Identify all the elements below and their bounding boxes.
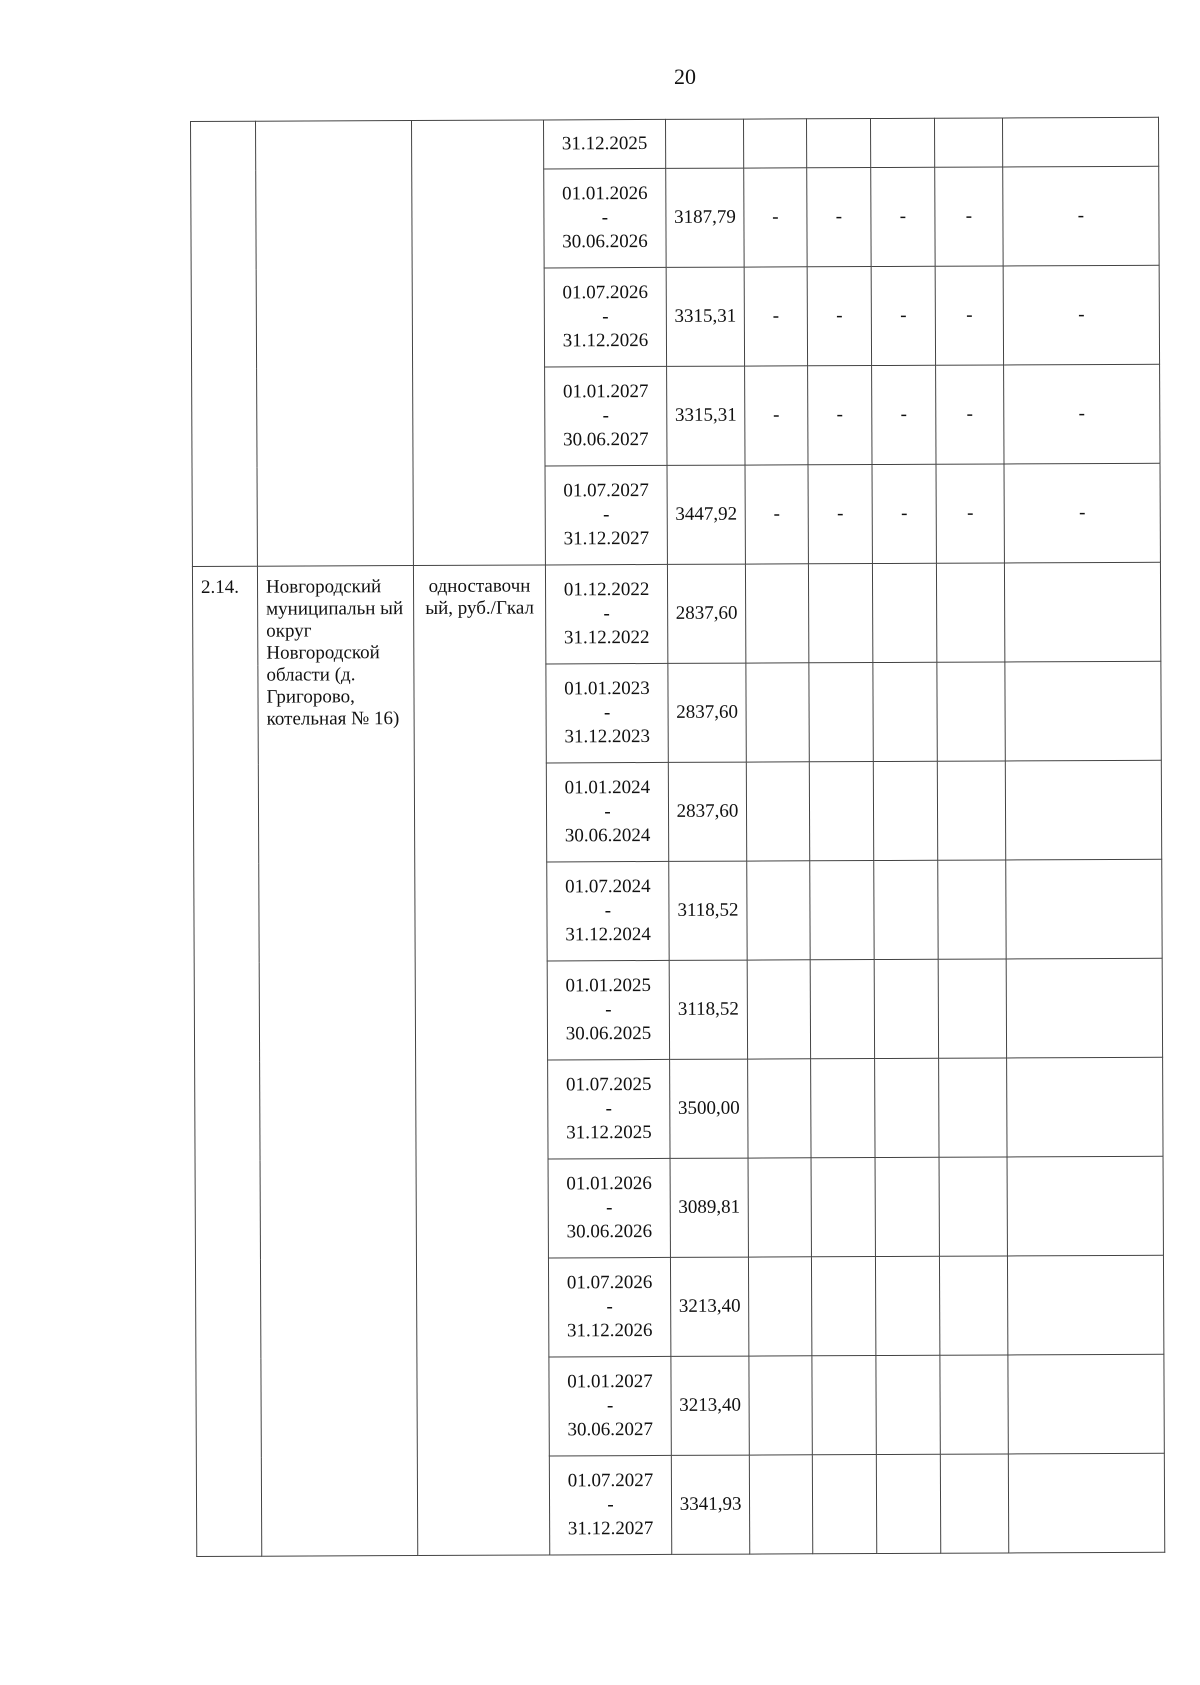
- period-cell: 01.07.2027 - 31.12.2027: [549, 1455, 671, 1555]
- period-cell: 01.01.2026 - 30.06.2026: [544, 168, 666, 268]
- period-cell: 01.07.2027 - 31.12.2027: [545, 465, 667, 565]
- value-cell: -: [744, 267, 807, 366]
- price-cell: 2837,60: [668, 663, 746, 762]
- entry-number-cell: 2.14.: [192, 566, 261, 1556]
- price-cell: 2837,60: [668, 762, 746, 861]
- price-cell: 3341,93: [671, 1455, 749, 1554]
- value-cell: -: [807, 267, 871, 366]
- price-cell: 3187,79: [666, 168, 744, 267]
- cont-number-cell: [191, 121, 258, 566]
- price-cell: [665, 119, 743, 168]
- value-cell: -: [744, 168, 807, 267]
- value-cell: -: [872, 365, 936, 464]
- value-cell: -: [807, 168, 871, 267]
- price-cell: 3500,00: [670, 1059, 748, 1158]
- period-cell: 01.01.2027 - 30.06.2027: [549, 1356, 671, 1456]
- price-cell: 3118,52: [669, 960, 747, 1059]
- period-cell: 01.07.2024 - 31.12.2024: [547, 861, 669, 961]
- value-cell: -: [1003, 166, 1159, 266]
- value-cell: -: [808, 366, 872, 465]
- period-cell: 01.12.2022 - 31.12.2022: [545, 564, 667, 664]
- value-cell: -: [871, 266, 935, 365]
- price-cell: 3089,81: [670, 1158, 748, 1257]
- period-cell: 01.01.2025 - 30.06.2025: [547, 960, 669, 1060]
- value-cell: -: [936, 464, 1004, 563]
- value-cell: -: [935, 266, 1003, 365]
- value-cell: -: [872, 464, 936, 563]
- cont-organization-cell: [256, 121, 414, 567]
- period-cell: 01.01.2024 - 30.06.2024: [546, 762, 668, 862]
- period-cell: 01.01.2023 - 31.12.2023: [546, 663, 668, 763]
- price-cell: 3213,40: [670, 1257, 748, 1356]
- price-cell: 3213,40: [671, 1356, 749, 1455]
- value-cell: -: [935, 167, 1003, 266]
- value-cell: -: [936, 365, 1004, 464]
- value-cell: -: [1003, 265, 1159, 365]
- price-cell: 2837,60: [667, 564, 745, 663]
- page-number: 20: [674, 64, 696, 89]
- price-cell: 3447,92: [667, 465, 745, 564]
- table-row: [192, 562, 1160, 665]
- tariff-table: [190, 117, 1165, 1557]
- period-cell: 01.07.2025 - 31.12.2025: [548, 1059, 670, 1159]
- period-cell: 01.01.2027 - 30.06.2027: [545, 366, 667, 466]
- value-cell: -: [745, 465, 808, 564]
- value-cell: -: [808, 465, 872, 564]
- tariff-type-cell: одноставочн ый, руб./Гкал: [413, 565, 549, 1556]
- period-cell: 01.07.2026 - 31.12.2026: [548, 1257, 670, 1357]
- price-cell: 3315,31: [667, 366, 745, 465]
- organization-cell: Новгородский муниципальн ый округ Новгородской области (д. Григорово, котельная № 16): [257, 566, 417, 1557]
- cont-tariff-type-cell: [412, 120, 546, 566]
- period-cell: 01.07.2026 - 31.12.2026: [544, 267, 666, 367]
- value-cell: -: [1004, 463, 1160, 563]
- value-cell: -: [1004, 364, 1160, 464]
- price-cell: 3118,52: [669, 861, 747, 960]
- value-cell: -: [871, 167, 935, 266]
- period-cell: 01.01.2026 - 30.06.2026: [548, 1158, 670, 1258]
- period-cell: 31.12.2025: [543, 119, 665, 169]
- table-row: [191, 117, 1159, 170]
- price-cell: 3315,31: [666, 267, 744, 366]
- value-cell: -: [745, 366, 808, 465]
